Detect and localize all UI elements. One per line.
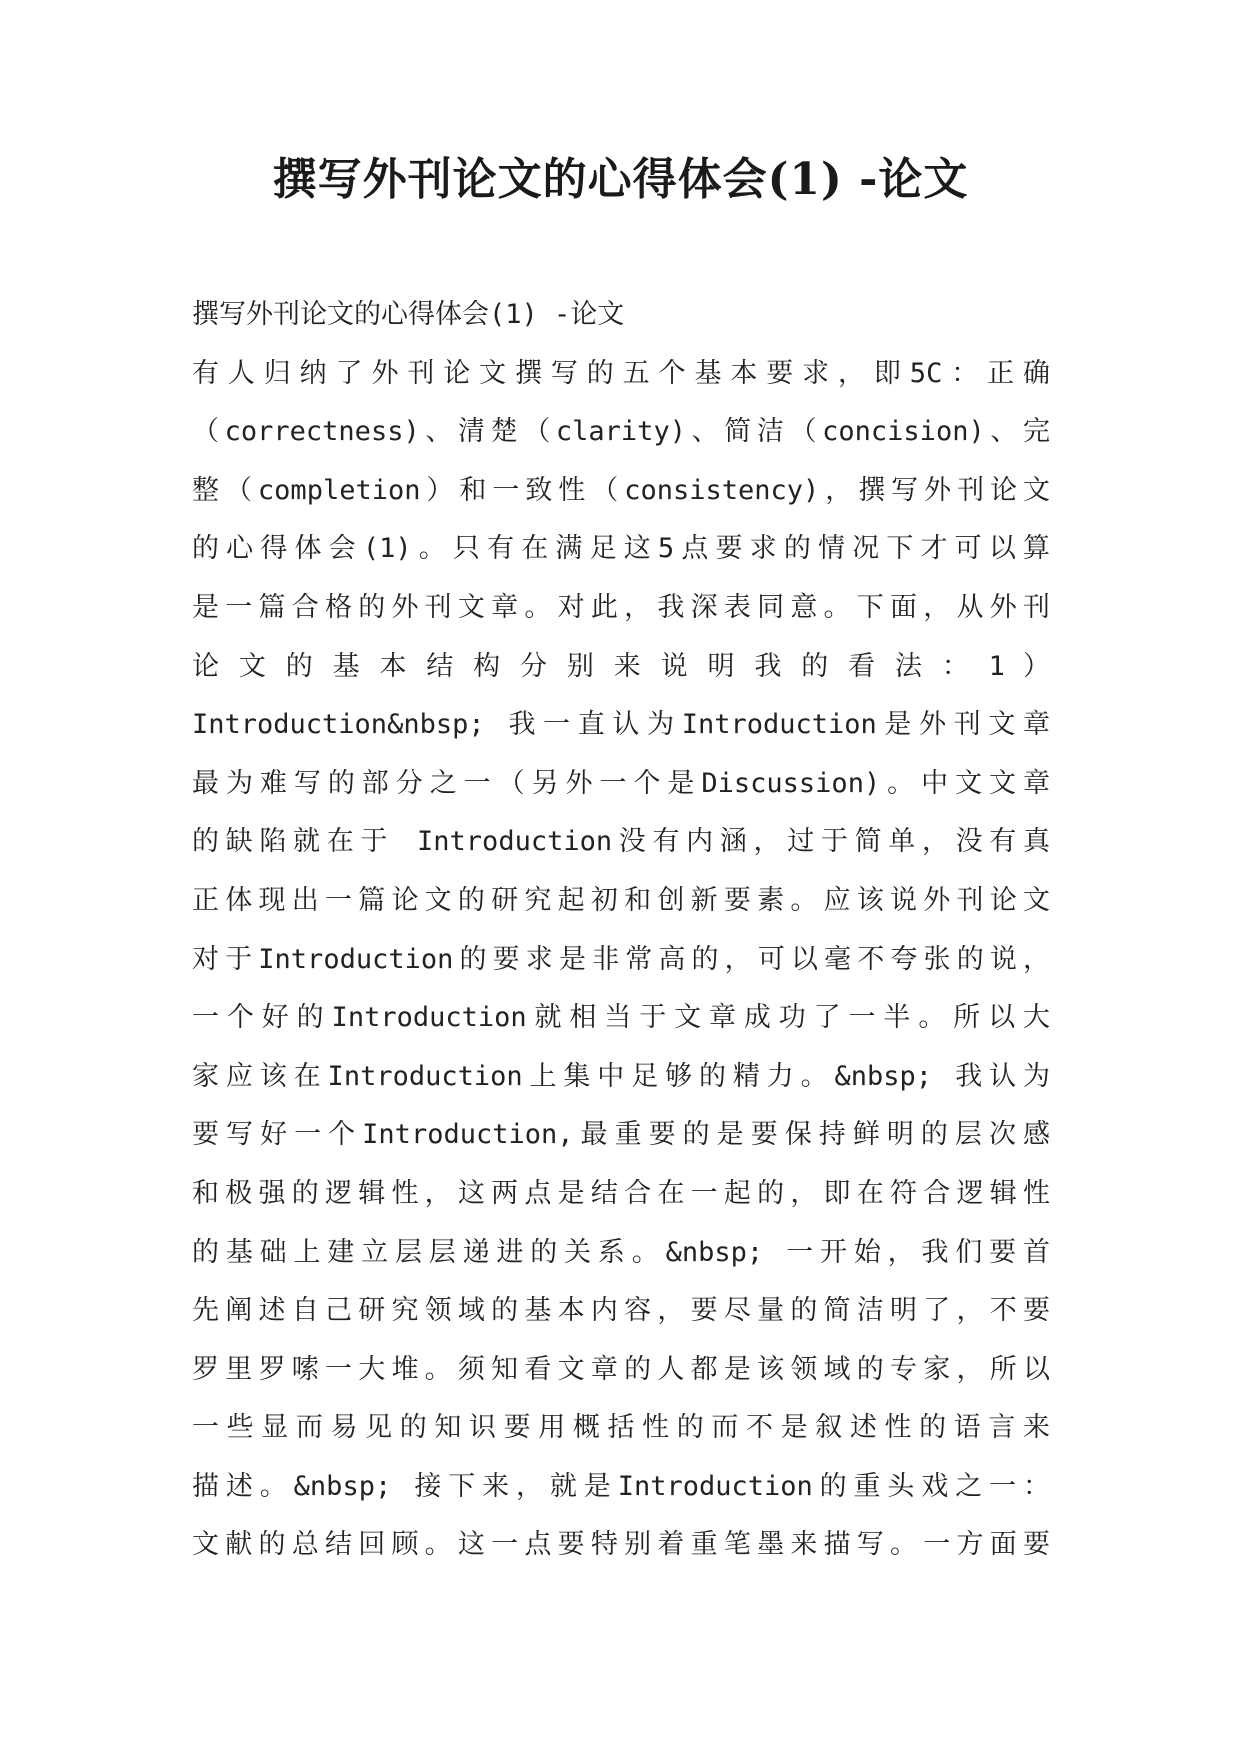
body-line: 先阐述自己研究领域的基本内容，要尽量的简洁明了，不要 <box>192 1295 1050 1327</box>
body-line: Introduction&nbsp; 我一直认为Introduction是外刊文章 <box>192 709 1050 741</box>
body-line: 文献的总结回顾。这一点要特别着重笔墨来描写。一方面要 <box>192 1529 1050 1561</box>
body-line: 罗里罗嗦一大堆。须知看文章的人都是该领域的专家，所以 <box>192 1353 1050 1385</box>
body-line: 要写好一个Introduction,最重要的是要保持鲜明的层次感 <box>192 1119 1050 1151</box>
body-line: 正体现出一篇论文的研究起初和创新要素。应该说外刊论文 <box>192 884 1050 916</box>
document-title: 撰写外刊论文的心得体会(1) -论文 <box>272 154 969 205</box>
body-line: （correctness)、清楚（clarity)、简洁（concision)、完 <box>192 416 1050 448</box>
body-line: 整（completion）和一致性（consistency)，撰写外刊论文 <box>192 474 1050 506</box>
document-body <box>192 286 1050 1575</box>
body-line: 和极强的逻辑性，这两点是结合在一起的，即在符合逻辑性 <box>192 1177 1050 1209</box>
body-line: 是一篇合格的外刊文章。对此，我深表同意。下面，从外刊 <box>192 591 1050 623</box>
body-line: 描述。&nbsp; 接下来，就是Introduction的重头戏之一： <box>192 1470 1050 1502</box>
body-line: 的基础上建立层层递进的关系。&nbsp; 一开始，我们要首 <box>192 1236 1050 1268</box>
body-line: 论 文 的 基 本 结 构 分 别 来 说 明 我 的 看 法 ： 1 ） <box>192 650 1050 682</box>
body-line: 最为难写的部分之一（另外一个是Discussion)。中文文章 <box>192 767 1050 799</box>
body-line: 一些显而易见的知识要用概括性的而不是叙述性的语言来 <box>192 1412 1050 1444</box>
body-line: 的缺陷就在于 Introduction没有内涵，过于简单，没有真 <box>192 826 1050 858</box>
body-line: 的心得体会(1)。只有在满足这5点要求的情况下才可以算 <box>192 533 1050 565</box>
body-line: 有人归纳了外刊论文撰写的五个基本要求，即5C：正确 <box>192 357 1050 389</box>
body-line: 家应该在Introduction上集中足够的精力。&nbsp; 我认为 <box>192 1060 1050 1092</box>
body-line: 对于Introduction的要求是非常高的，可以毫不夸张的说， <box>192 943 1050 975</box>
body-line: 撰写外刊论文的心得体会(1) -论文 <box>192 299 625 330</box>
body-line: 一个好的Introduction就相当于文章成功了一半。所以大 <box>192 1002 1050 1034</box>
